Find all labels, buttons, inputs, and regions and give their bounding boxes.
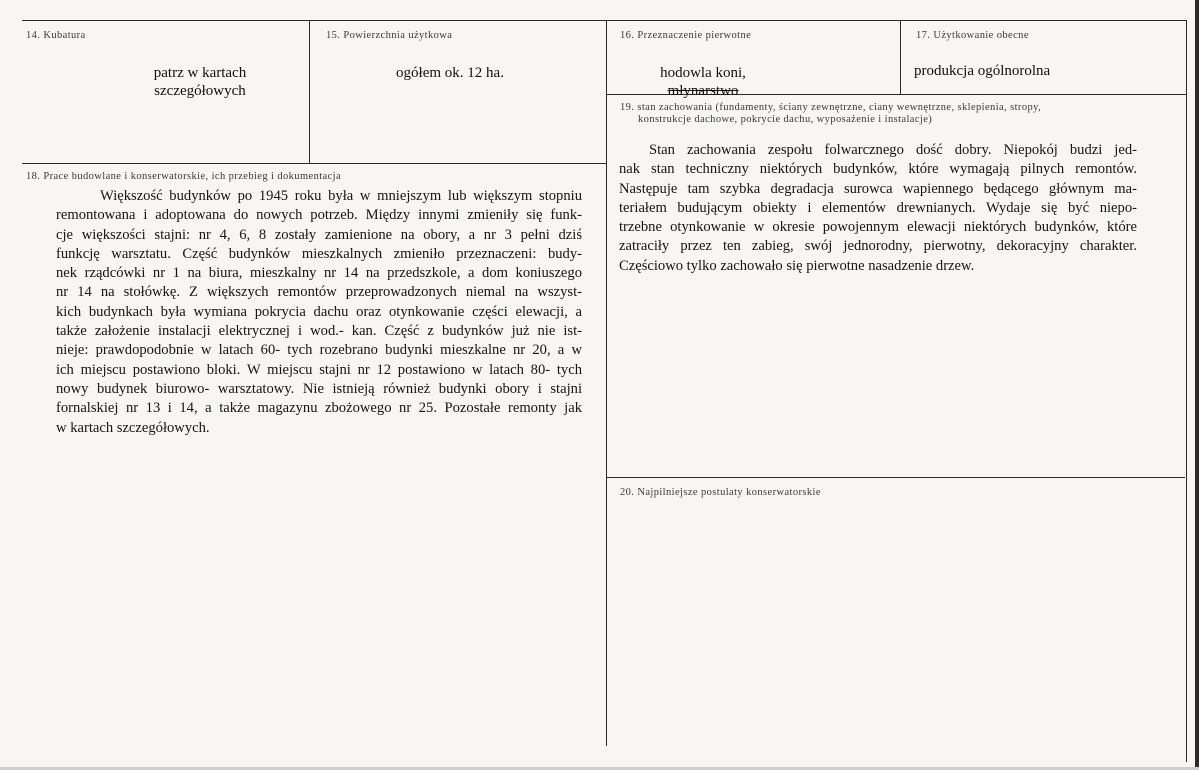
field16-value-line1: hodowla koni, [660, 65, 746, 81]
field15-value: ogółem ok. 12 ha. [396, 65, 504, 81]
field19-label-line2: konstrukcje dachowe, pokrycie dachu, wyposażenie i instalacje) [638, 114, 933, 125]
field19-line: Częściowo tylko zachowało się pierwotne nasadzenie drzew. [619, 257, 975, 274]
field19-line: trzebne otynkowanie w okresie powojennym elewacji niektórych budynków, które [619, 219, 1137, 236]
field16-value [628, 64, 778, 100]
field18-line: cje większości stajni: nr 4, 6, 8 zostały zamienione na obory, a nr 3 pełni dziś [56, 226, 582, 243]
field19-line: zatraciły przez ten zabieg, swój jednorodny, pierwotny, dekoracyjny charakter. [619, 238, 1137, 255]
field19-text [619, 141, 1137, 276]
field17-label: 17. Użytkowanie obecne [916, 30, 1029, 41]
right-border [1186, 20, 1187, 762]
field18-line: nowy budynek biurowo- warsztatowy. Nie istnieją również budynki obory i stajni [56, 380, 582, 397]
field18-line: nieje: prawdopodobnie w latach 60- tych rozebrano budynki mieszkalne nr 20, a w [56, 342, 582, 359]
field18-line: także założenie instalacji elektrycznej i wod.- kan. Część z budynków już nie ist- [56, 323, 582, 340]
row1-divider-left [22, 163, 606, 164]
divider-16-17 [900, 20, 901, 95]
field20-divider [607, 477, 1185, 478]
field19-line: Stan zachowania zespołu folwarcznego dość dobry. Niepokój budzi jed- [649, 142, 1137, 158]
main-center-divider [606, 20, 607, 746]
field18-line: fornalskiej nr 13 i 14, a także magazynu zbożowego nr 25. Pozostałe remonty jak [56, 400, 582, 417]
field19-line: teriałem budującym obiekty i elementów drewnianych. Wydaje się być niepo- [619, 199, 1137, 216]
field18-line: nr 14 na stołówkę. Z większych remontów przeprowadzonych niemal na wszyst- [56, 284, 582, 301]
scan-edge-right [1195, 0, 1199, 770]
field14-value-line1: patrz w kartach [153, 65, 247, 81]
field19-label-line1: 19. stan zachowania (fundamenty, ściany zewnętrzne, ciany wewnętrzne, sklepienia, stropy, [620, 102, 1042, 113]
field15-label: 15. Powierzchnia użytkowa [326, 30, 453, 41]
field18-line: ich miejscu postawiono bloki. W miejscu stajni nr 12 postawiono w latach 80- tych [56, 361, 582, 378]
field16-label: 16. Przeznaczenie pierwotne [620, 30, 752, 41]
field14-label: 14. Kubatura [26, 30, 86, 41]
field14-value-line2: szczegółowych [154, 83, 246, 99]
field19-line: Następuje tam szybka degradacja surowca wapiennego będącego głównym ma- [619, 180, 1137, 197]
field18-line: Większość budynków po 1945 roku była w mniejszym lub większym stopniu [100, 188, 582, 204]
field19-label [620, 102, 1160, 126]
field16-value-line2: młynarstwo [667, 83, 739, 99]
field18-line: funkcję warsztatu. Część budynków mieszkalnych zmieniło przeznaczeni: budy- [56, 245, 582, 262]
field18-label: 18. Prace budowlane i konserwatorskie, ich przebieg i dokumentacja [26, 171, 342, 182]
field20-label: 20. Najpilniejsze postulaty konserwatorskie [620, 487, 821, 498]
top-border [22, 20, 1187, 21]
field18-text [56, 187, 582, 438]
field14-value [110, 64, 290, 100]
divider-14-15 [309, 20, 310, 163]
field19-line: nak stan techniczny niektórych budynków, które wymagają pilnych remontów. [619, 161, 1137, 178]
field17-value: produkcja ogólnorolna [914, 63, 1051, 79]
field18-line: nek rządcówki nr 1 na biura, mieszkalny nr 14 na przedszkole, a dom koniuszego [56, 265, 582, 282]
field18-line: kich budynkach była wymiana pokrycia dachu oraz otynkowanie części elewacji, a [56, 303, 582, 320]
field18-line: remontowana i adoptowana do nowych potrzeb. Między innymi zmieniły się funk- [56, 207, 582, 224]
field18-line: w kartach szczegółowych. [56, 419, 210, 436]
